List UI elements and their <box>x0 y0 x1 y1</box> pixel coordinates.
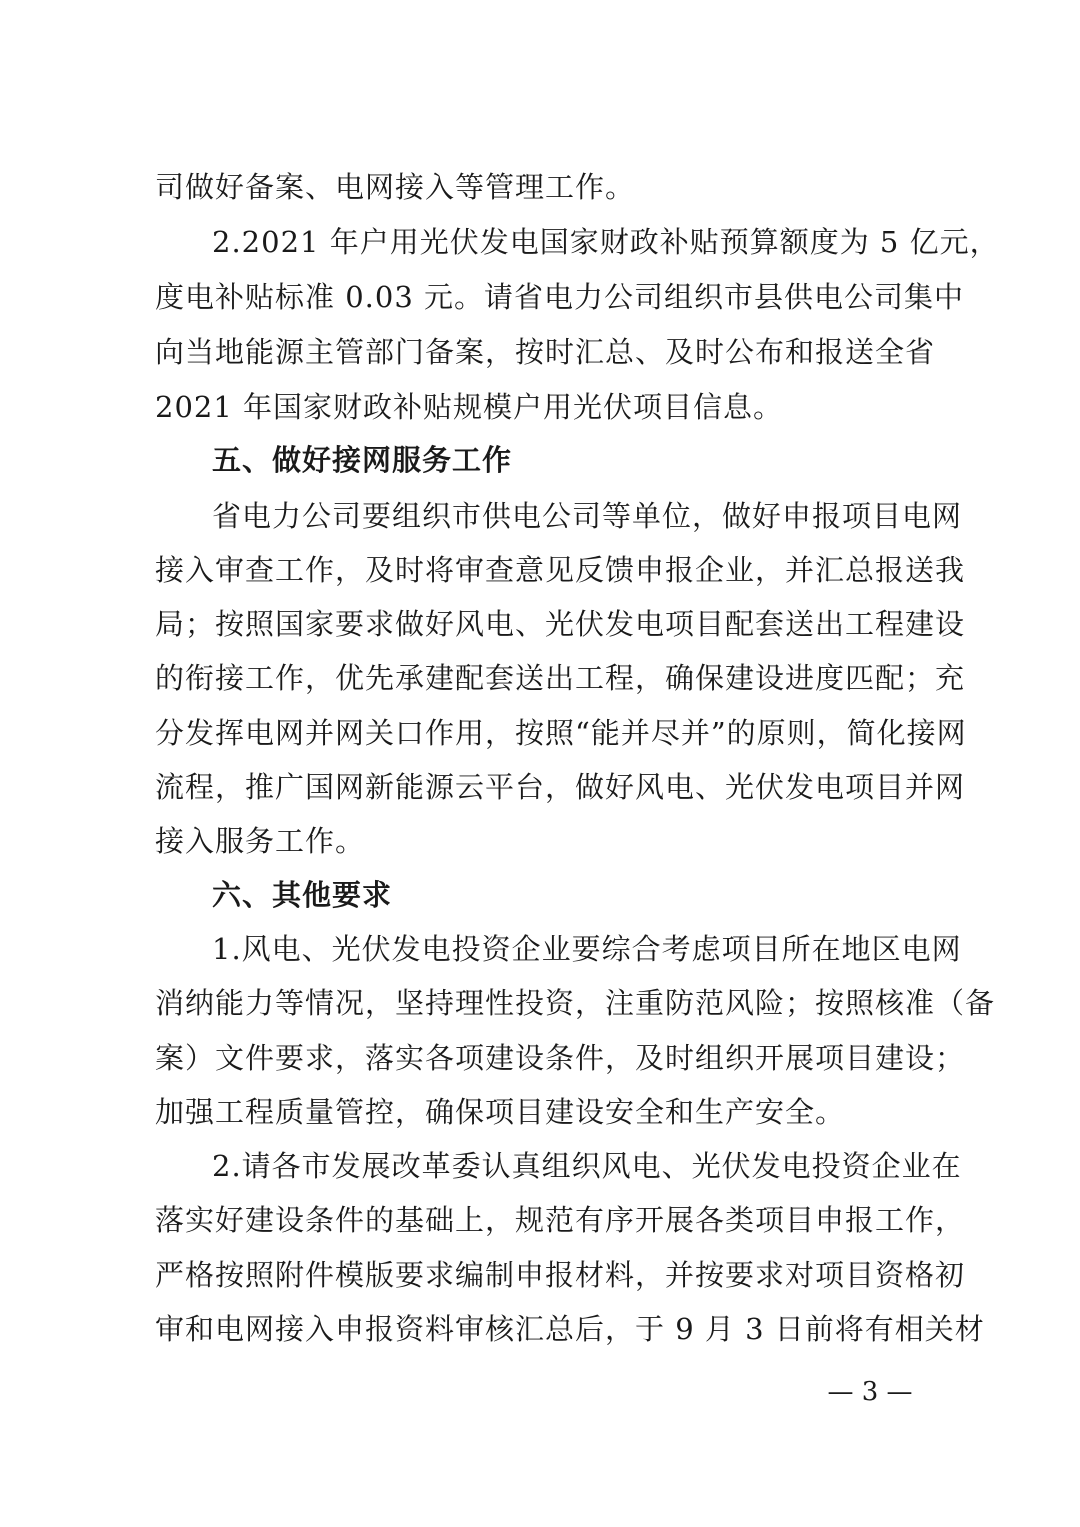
body-text-line: 司做好备案、电网接入等管理工作。 <box>155 170 636 204</box>
body-text-line: 2.请各市发展改革委认真组织风电、光伏发电投资企业在 <box>212 1149 962 1183</box>
page-number: — 3 — <box>827 1377 913 1407</box>
body-text-line: 2021 年国家财政补贴规模户用光伏项目信息。 <box>155 390 784 424</box>
body-text-line: 2.2021 年户用光伏发电国家财政补贴预算额度为 5 亿元， <box>212 225 1000 259</box>
body-text-line: 消纳能力等情况，坚持理性投资，注重防范风险；按照核准（备 <box>155 986 996 1020</box>
body-text-line: 的衔接工作，优先承建配套送出工程，确保建设进度匹配；充 <box>155 661 966 695</box>
body-text-line: 案）文件要求，落实各项建设条件，及时组织开展项目建设； <box>155 1041 966 1075</box>
section-heading-6: 六、其他要求 <box>212 878 393 912</box>
body-text-line: 审和电网接入申报资料审核汇总后，于 9 月 3 日前将有相关材 <box>155 1312 985 1346</box>
body-text-line: 1.风电、光伏发电投资企业要综合考虑项目所在地区电网 <box>212 932 962 966</box>
body-text-line: 接入审查工作，及时将审查意见反馈申报企业，并汇总报送我 <box>155 553 966 587</box>
body-text-line: 严格按照附件模版要求编制申报材料，并按要求对项目资格初 <box>155 1258 966 1292</box>
body-text-line: 落实好建设条件的基础上，规范有序开展各类项目申报工作， <box>155 1203 966 1237</box>
body-text-line: 度电补贴标准 0.03 元。请省电力公司组织市县供电公司集中 <box>155 280 965 314</box>
body-text-line: 分发挥电网并网关口作用，按照“能并尽并”的原则，简化接网 <box>155 716 967 750</box>
body-text-line: 省电力公司要组织市供电公司等单位，做好申报项目电网 <box>212 499 963 533</box>
section-heading-5: 五、做好接网服务工作 <box>212 443 513 477</box>
body-text-line: 向当地能源主管部门备案，按时汇总、及时公布和报送全省 <box>155 335 936 369</box>
body-text-line: 流程，推广国网新能源云平台，做好风电、光伏发电项目并网 <box>155 770 966 804</box>
body-text-line: 接入服务工作。 <box>155 824 366 858</box>
body-text-line: 加强工程质量管控，确保项目建设安全和生产安全。 <box>155 1095 846 1129</box>
body-text-line: 局；按照国家要求做好风电、光伏发电项目配套送出工程建设 <box>155 607 966 641</box>
